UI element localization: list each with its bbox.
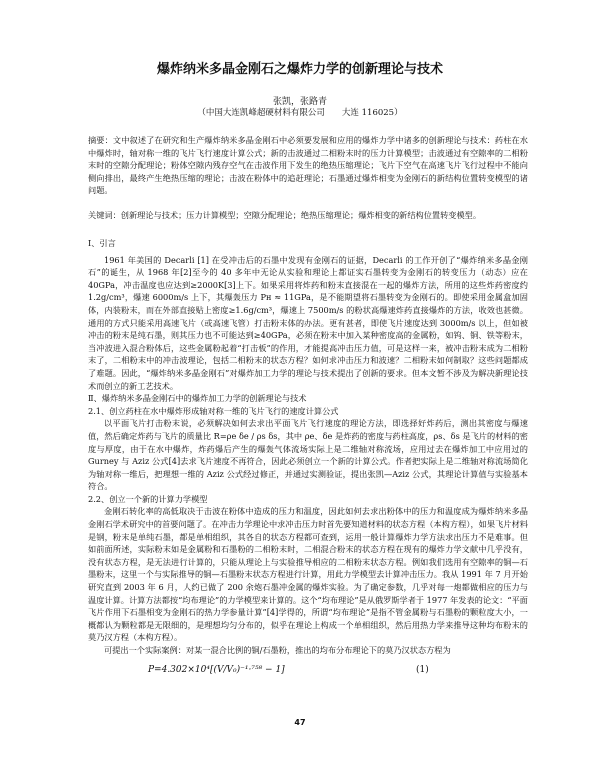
section-2-2-heading: 2.2、创立一个新的计算力学模型	[88, 493, 208, 504]
paragraph-2-2: 金刚石转化率的高低取决于击波在粉体中造成的压力和温度，因此如何去求出粉体中的压力和温度成为爆炸纳米多晶金刚石学术研究中的首要问题了。在冲击力学理论中求冲击压力时首先要知道材料的状态方程（本构方程），如果飞片材料是钢，粉末是单纯石墨，都是单相组织，其各自的状态方程都可查到，运用一般计算爆炸力学方法求出压力不是难事。但如前面所述，实际粉末如是金属粉和石墨粉的二相粉末时，二相混合粉末的状态方程在现有的爆炸力学文献中几乎没有，没有状态方程，是无法进行计算的，只能从理论上与实验推导相应的二相粉末状态方程。例如我们选用有空隙率的铜—石墨粉末，这里一个与实际推导的铜—石墨粉末状态方程进行计算，用此力学模型去计算冲击压力。我从 1991 年 7 月开始研究直到 2003 年 6 月，人约已做了 200 余炮石墨冲金属的爆炸实验。为了确定参数，几乎对每一炮都做相应的压力与温度计算。计算方法都按“均布理论”的力学模型来计算的。这个“均布理论”是从俄罗斯学者于 1977 年发表的论文：“平面飞片作用下石墨相变为金刚石的热力学参量计算”[4]学得的，所谓“均布理论”是指不管金属粉与石墨粉的颗粒度大小，一概都认为颗粒都是无限细的，是理想均匀分布的，似乎在理论上构成一个单相组织，然后用热力学来推导这种均布粉末的莫乃汉方程（本构方程）。	[88, 506, 528, 643]
paragraph-2-3: 可提出一个实际案例：对某一混合比例的铜/石墨粉，推出的均布分布理论下的莫乃汉状态方程为	[104, 645, 451, 655]
body-text	[88, 237, 528, 682]
paragraph-introduction: 1961 年美国的 Decarli [1] 在受冲击后的石墨中发现有金刚石的证据，Decarli 的工作开创了“爆炸纳米多晶金刚石”的诞生，从 1968 年[2]至今的 40 多年中无论从实验和理论上都证实石墨转变为金刚石的转变压力（动态）应在 40GPa，冲击温度也应达到≥2000K[3]上下。如果采用将炸药和粉末直接混在一起的爆炸方法，所用的这些炸药密度约 1.2g/cm³，爆速 6000m/s 上下，其爆轰压力 Pн ≈ 11GPa，是不能期望将石墨转变为金刚石的。即使采用金属盒加固体，内装粉末，而在外部直接贴上密度≥1.6g/cm³，爆速上 7500m/s 的粉状高爆速炸药直接爆炸的方法，收效也甚微。通用的方式只能采用高速飞片（或高速飞管）打击粉末体的办法。更有甚者，即使飞片速度达到 3000m/s 以上，但如被冲击的粉末是纯石墨，则其压力也不可能达到≥40GPa，必须在粉末中加入某种密度高的金属粉，如钨、铜、铁等粉末，当冲波进入混合粉体后，这些金属粉起着“打击板”的作用，才能提高冲击压力值，可是这样一来，被冲击粉末成为二相粉末了，二相粉末中的冲击波理论，包括二相粉末的状态方程？如何求冲击压力和波速？二相粉末如何制取？这些问题都成了难题。因此，“爆炸纳米多晶金刚石”对爆炸加工力学的理论与技术提出了创新的要求。但本文暂不涉及为解决新理论技术而创立的新工艺技术。	[88, 254, 528, 391]
section-2-heading: Ⅱ、爆炸纳米多晶金刚石中的爆炸加工力学的创新理论与技术	[88, 393, 307, 404]
paragraph-2-1: 以平面飞片打击粉末说，必须解决如何去求出平面飞片飞行速度的理论方法，即选择好炸药后，测出其密度与爆速值，然后确定炸药与飞片的质量比 R=ρe δe / ρs δs，其中 ρe、δe 是炸药的密度与药柱高度，ρs、δs 是飞片的材料的密度与厚度，由于在水中爆炸，炸药爆后产生的爆轰气体流场实际上是二维轴对称流场，应用过去在爆炸加工中应用过的 Gurney 与 Aziz 公式[4]去求飞片速度不再符合，因此必须创立一个新的计算公式。作者把实际上是二维轴对称流场简化为轴对称一维后，把理想一维的 Aziz 公式经过修正，并通过实测验证，提出张凯—Aziz 公式，其理论计算值与实验基本符合。	[88, 418, 528, 492]
equation-number: (1)	[416, 664, 429, 675]
section-2-1-heading: 2.1、创立药柱在水中爆炸形成轴对称一维的飞片飞行的速度计算公式	[88, 405, 339, 416]
equation: P=4.302×10⁴[(V/V₀)⁻¹·⁷⁵⁸ − 1]	[148, 664, 285, 675]
paper-title: 爆炸纳米多晶金刚石之爆炸力学的创新理论与技术	[156, 62, 443, 77]
authors: 张凯，张路青	[272, 97, 327, 107]
section-1-heading: Ⅰ、引言	[88, 238, 116, 248]
page-number: 47	[294, 718, 306, 727]
equation-row	[88, 660, 528, 682]
affiliation: （中国大连凯峰超硬材料有限公司 大连 116025）	[197, 108, 403, 118]
keywords: 关键词：创新理论与技术；压力计算模型；空隙分配理论；绝热压缩理论；爆炸相变的新结构位置转变模型。	[88, 210, 482, 220]
abstract: 摘要：文中叙述了在研究和生产爆炸纳米多晶金刚石中必须要发展和应用的爆炸力学中诸多的创新理论与技术：药柱在水中爆炸时，轴对称一维的飞片飞行速度计算公式；新的击波通过二相粉末时的压力计算模型；击波通过有空隙率的二相粉末时的空隙分配理论；粉体空隙内残存空气在击波作用下发生的绝热压缩理论；飞片下空气在高速飞片飞行过程中不能向侧向排出，最终产生绝热压缩的理论；击波在粉体中的追赶理论；石墨通过爆炸相变为金刚石的新结构位置转变模型的诸问题。	[88, 135, 528, 196]
